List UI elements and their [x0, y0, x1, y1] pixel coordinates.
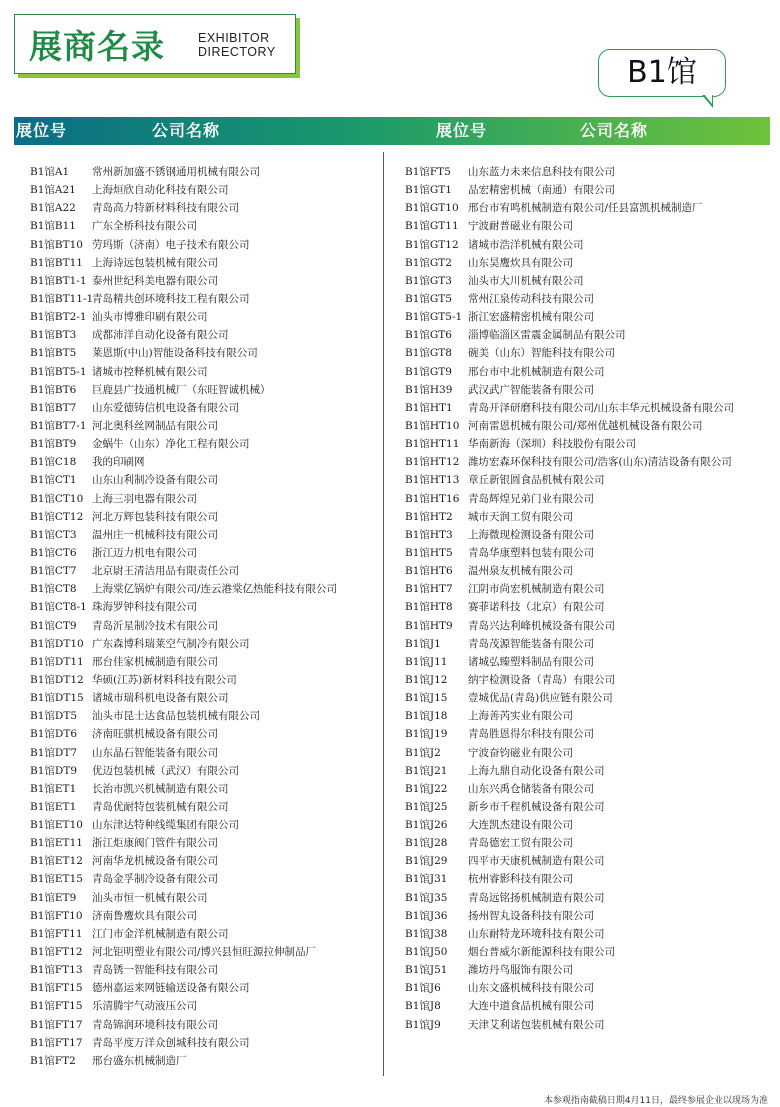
- booth-number: B1馆HT7: [405, 583, 453, 596]
- booth-number: B1馆J50: [405, 946, 448, 959]
- booth-number: B1馆FT12: [30, 946, 83, 959]
- booth-number: B1馆FT15: [30, 982, 83, 995]
- booth-number: B1馆CT6: [30, 546, 77, 559]
- company-name: 常州江泉传动科技有限公司: [468, 292, 594, 305]
- title-english: [198, 31, 276, 59]
- company-name: 河北奥科丝网制品有限公司: [92, 419, 218, 432]
- company-name: 山东晶石智能装备有限公司: [92, 746, 218, 759]
- booth-number: B1馆ET9: [30, 891, 77, 904]
- company-name: 浙江迈力机电有限公司: [92, 546, 197, 559]
- booth-number: B1馆J29: [405, 855, 448, 868]
- booth-number: B1馆ET1: [30, 782, 77, 795]
- booth-number: B1馆GT2: [405, 256, 452, 269]
- company-name: 山东山利制冷设备有限公司: [92, 474, 218, 487]
- booth-number: B1馆CT1: [30, 474, 77, 487]
- company-name: 山东文盛机械科技有限公司: [468, 982, 594, 995]
- header-company-right: 公司名称: [580, 121, 649, 140]
- booth-number: B1馆ET10: [30, 819, 83, 832]
- company-name: 邢台佳家机械制造有限公司: [92, 655, 218, 668]
- company-name: 江阴市尚宏机械制造有限公司: [468, 583, 605, 596]
- booth-number: B1馆GT9: [405, 365, 452, 378]
- booth-number: B1馆HT9: [405, 619, 453, 632]
- company-name: 上海善芮实业有限公司: [468, 710, 573, 723]
- booth-number: B1馆GT1: [405, 184, 452, 197]
- booth-number: B1馆BT2-1: [30, 311, 87, 324]
- company-name: 邢台盛东机械制造厂: [92, 1054, 187, 1067]
- booth-number: B1馆DT6: [30, 728, 77, 741]
- company-name: 武汉武广智能装备有限公司: [468, 383, 594, 396]
- company-name: 济南鲁鹰炊具有限公司: [92, 909, 197, 922]
- company-name: 广东全桥科技有限公司: [92, 220, 197, 233]
- company-name: 青岛锈一智能科技有限公司: [92, 964, 218, 977]
- speech-bubble-tail-inner: [704, 94, 712, 104]
- company-name: 赛菲诺科技（北京）有限公司: [468, 601, 605, 614]
- company-name: 壹城优品(青岛)供应链有限公司: [468, 692, 613, 705]
- company-name: 汕头市恒一机械有限公司: [92, 891, 208, 904]
- company-name: 莱恩斯(中山)智能设备科技有限公司: [92, 347, 258, 360]
- company-name: 章丘新银圆食品机械有限公司: [468, 474, 605, 487]
- booth-number: B1馆J18: [405, 710, 448, 723]
- booth-number: B1馆FT17: [30, 1018, 83, 1031]
- company-name: 温州泉友机械有限公司: [468, 565, 573, 578]
- company-name: 烟台普威尔新能源科技有限公司: [468, 946, 615, 959]
- booth-number: B1馆CT3: [30, 528, 77, 541]
- booth-number: B1馆BT3: [30, 329, 77, 342]
- booth-number: B1馆CT10: [30, 492, 84, 505]
- booth-number: B1馆GT5-1: [405, 311, 463, 324]
- company-name: 河南华龙机械设备有限公司: [92, 855, 218, 868]
- booth-number: B1馆J25: [405, 800, 448, 813]
- booth-number: B1馆J15: [405, 692, 448, 705]
- booth-number: B1馆HT12: [405, 456, 460, 469]
- company-name: 诸城弘臻塑料制品有限公司: [468, 655, 594, 668]
- booth-number: B1馆B11: [30, 220, 76, 233]
- booth-number: B1馆FT10: [30, 909, 83, 922]
- company-name: 纳宇检测设备（青岛）有限公司: [468, 673, 615, 686]
- booth-number: B1馆HT8: [405, 601, 453, 614]
- booth-number: B1馆J6: [405, 982, 441, 995]
- company-name: 品宏精密机械（南通）有限公司: [468, 184, 615, 197]
- company-name: 上海棠亿锅炉有限公司/连云港棠亿热能科技有限公司: [92, 583, 338, 596]
- booth-number: B1馆CT8-1: [30, 601, 87, 614]
- directory-title-box: [14, 14, 296, 74]
- booth-number: B1馆ET15: [30, 873, 83, 886]
- booth-number: B1馆CT7: [30, 565, 77, 578]
- hall-label: B1馆: [627, 55, 697, 90]
- booth-number: B1馆H39: [405, 383, 453, 396]
- booth-number: B1馆DT12: [30, 673, 84, 686]
- booth-number: B1馆ET11: [30, 837, 83, 850]
- booth-number: B1馆J11: [405, 655, 448, 668]
- booth-number: B1馆J9: [405, 1018, 441, 1031]
- company-name: 汕头市大川机械有限公司: [468, 274, 584, 287]
- booth-number: B1馆BT10: [30, 238, 83, 251]
- company-name: 青岛精共创环境科技工程有限公司: [92, 292, 250, 305]
- company-name: 青岛开泽研磨科技有限公司/山东丰华元机械设备有限公司: [468, 401, 735, 414]
- header-booth-left: 展位号: [16, 121, 68, 140]
- column-divider: [383, 152, 384, 1076]
- booth-number: B1馆C18: [30, 456, 77, 469]
- company-name: 汕头市昆士达食品包装机械有限公司: [92, 710, 260, 723]
- company-name: 乐清腾宇气动液压公司: [92, 1000, 197, 1013]
- booth-number: B1馆GT3: [405, 274, 452, 287]
- title-english-line2: DIRECTORY: [198, 45, 276, 59]
- booth-number: B1馆J19: [405, 728, 448, 741]
- company-name: 温州庄一机械科技有限公司: [92, 528, 218, 541]
- booth-number: B1馆BT7-1: [30, 419, 87, 432]
- booth-number: B1馆HT5: [405, 546, 453, 559]
- company-name: 浙江宏盛精密机械有限公司: [468, 311, 594, 324]
- company-name: 上海九鼎自动化设备有限公司: [468, 764, 605, 777]
- booth-number: B1馆GT11: [405, 220, 459, 233]
- company-name: 广东森博科瑞莱空气制冷有限公司: [92, 637, 250, 650]
- booth-number: B1馆CT8: [30, 583, 77, 596]
- header-company-left: 公司名称: [152, 121, 221, 140]
- company-name: 上海诗远包装机械有限公司: [92, 256, 218, 269]
- company-name: 上海微现检测设备有限公司: [468, 528, 594, 541]
- company-name: 山东蓝力未来信息科技有限公司: [468, 166, 615, 178]
- booth-number: B1馆HT10: [405, 419, 460, 432]
- booth-number: B1馆DT7: [30, 746, 77, 759]
- booth-number: B1馆BT11-1: [30, 292, 94, 305]
- company-name: 常州新加盛不锈钢通用机械有限公司: [92, 166, 260, 178]
- booth-number: B1馆BT5: [30, 347, 77, 360]
- company-name: 碗美（山东）智能科技有限公司: [468, 347, 615, 360]
- company-name: 珠海罗钟科技有限公司: [92, 601, 197, 614]
- booth-number: B1馆J38: [405, 927, 448, 940]
- company-name: 宁波耐普磁业有限公司: [468, 220, 573, 233]
- company-name: 青岛德宏工贸有限公司: [468, 837, 573, 850]
- company-name: 金蜗牛（山东）净化工程有限公司: [92, 438, 250, 451]
- company-name: 山东昊鹰炊具有限公司: [468, 256, 573, 269]
- booth-number: B1馆A1: [30, 166, 70, 178]
- booth-number: B1馆J12: [405, 673, 448, 686]
- company-name: 浙江炬康阀门管件有限公司: [92, 837, 218, 850]
- booth-number: B1馆J8: [405, 1000, 441, 1013]
- company-name: 上海烜欣自动化科技有限公司: [92, 184, 229, 197]
- company-name: 四平市天康机械制造有限公司: [468, 855, 605, 868]
- booth-number: B1馆GT6: [405, 329, 452, 342]
- company-name: 青岛优耐特包装机械有限公司: [92, 800, 229, 813]
- company-name: 青岛沂星制冷技术有限公司: [92, 619, 218, 632]
- booth-number: B1馆J1: [405, 637, 441, 650]
- company-name: 潍坊宏森环保科技有限公司/浩客(山东)清洁设备有限公司: [468, 456, 732, 469]
- booth-number: B1馆J28: [405, 837, 448, 850]
- booth-number: B1馆HT6: [405, 565, 453, 578]
- company-name: 邢台市中北机械制造有限公司: [468, 365, 605, 378]
- booth-number: B1馆GT8: [405, 347, 452, 360]
- company-name: 大连中道食品机械有限公司: [468, 1000, 594, 1013]
- booth-number: B1馆J2: [405, 746, 441, 759]
- booth-number: B1馆FT11: [30, 927, 83, 940]
- company-name: 青岛金孚制冷设备有限公司: [92, 873, 218, 886]
- booth-number: B1馆FT2: [30, 1054, 76, 1067]
- company-name: 汕头市博雅印刷有限公司: [92, 311, 208, 324]
- company-name: 我的印刷网: [92, 456, 145, 469]
- booth-number: B1馆HT2: [405, 510, 453, 523]
- company-name: 山东兴禹仓储装备有限公司: [468, 782, 594, 795]
- booth-number: B1馆HT16: [405, 492, 460, 505]
- booth-number: B1馆J22: [405, 782, 448, 795]
- company-name: 河北万辉包装科技有限公司: [92, 510, 218, 523]
- company-name: 宁波奋钧磁业有限公司: [468, 746, 573, 759]
- company-name: 北京尉王清洁用品有限责任公司: [92, 565, 239, 578]
- company-name: 潍坊丹鸟服饰有限公司: [468, 964, 573, 977]
- hall-badge: [598, 49, 726, 97]
- table-header-bar: [14, 117, 770, 145]
- booth-number: B1馆GT12: [405, 238, 459, 251]
- booth-number: B1馆BT5-1: [30, 365, 87, 378]
- company-name: 长治市凯兴机械制造有限公司: [92, 782, 229, 795]
- booth-number: B1馆FT13: [30, 964, 83, 977]
- company-name: 青岛胜恩得尔科技有限公司: [468, 728, 594, 741]
- company-name: 江门市金洋机械制造有限公司: [92, 927, 229, 940]
- booth-number: B1馆HT11: [405, 438, 460, 451]
- booth-number: B1馆J35: [405, 891, 448, 904]
- company-name: 劳玛斯（济南）电子技术有限公司: [92, 238, 250, 251]
- company-name: 青岛茂源智能装备有限公司: [468, 637, 594, 650]
- company-name: 城市天润工贸有限公司: [468, 510, 573, 523]
- booth-number: B1馆HT3: [405, 528, 453, 541]
- title-english-line1: EXHIBITOR: [198, 31, 270, 45]
- company-name: 青岛平度万洋众创城科技有限公司: [92, 1036, 250, 1049]
- company-name: 青岛高力特新材料科技有限公司: [92, 202, 239, 215]
- booth-number: B1馆J31: [405, 873, 448, 886]
- booth-number: B1馆BT9: [30, 438, 77, 451]
- booth-number: B1馆GT10: [405, 202, 459, 215]
- booth-number: B1馆BT6: [30, 383, 77, 396]
- booth-number: B1馆HT1: [405, 401, 453, 414]
- company-name: 青岛兴达利峰机械设备有限公司: [468, 619, 615, 632]
- company-name: 青岛锦润环境科技有限公司: [92, 1018, 218, 1031]
- booth-number: B1馆DT10: [30, 637, 84, 650]
- company-name: 河北钜明塑业有限公司/博兴县恒旺源拉伸制品厂: [92, 946, 317, 959]
- company-name: 优迈包装机械（武汉）有限公司: [92, 764, 239, 777]
- title-chinese: 展商名录: [29, 27, 165, 66]
- company-name: 德州嘉运来网链输送设备有限公司: [92, 982, 250, 995]
- company-name: 华南新海（深圳）科技股份有限公司: [468, 438, 636, 451]
- booth-number: B1馆DT9: [30, 764, 77, 777]
- company-name: 济南旺骐机械设备有限公司: [92, 728, 218, 741]
- booth-number: B1馆J26: [405, 819, 448, 832]
- booth-number: B1馆CT12: [30, 510, 84, 523]
- company-name: 诸城市瑞科机电设备有限公司: [92, 692, 229, 705]
- company-name: 淄博临淄区雷震金属制品有限公司: [468, 329, 626, 342]
- booth-number: B1馆CT9: [30, 619, 77, 632]
- booth-number: B1馆HT13: [405, 474, 460, 487]
- company-name: 诸城市浩洋机械有限公司: [468, 238, 584, 251]
- booth-number: B1馆FT15: [30, 1000, 83, 1013]
- booth-number: B1馆ET12: [30, 855, 83, 868]
- company-name: 青岛远铭扬机械制造有限公司: [468, 891, 605, 904]
- company-name: 青岛辉煌兄弟门业有限公司: [468, 492, 594, 505]
- booth-number: B1馆FT17: [30, 1036, 83, 1049]
- booth-number: B1馆DT15: [30, 692, 84, 705]
- company-name: 成都沛洋自动化设备有限公司: [92, 329, 229, 342]
- company-name: 泰州世纪科美电器有限公司: [92, 274, 218, 287]
- booth-number: B1馆DT5: [30, 710, 77, 723]
- header-booth-right: 展位号: [436, 121, 488, 140]
- company-name: 河南雷恩机械有限公司/郑州优越机械设备有限公司: [468, 419, 703, 432]
- company-name: 扬州智丸设备科技有限公司: [468, 909, 594, 922]
- footnote: 本参观指南截稿日期4月11日，最终参展企业以现场为准: [543, 1096, 768, 1106]
- booth-number: B1馆J51: [405, 964, 448, 977]
- company-name: 新乡市千程机械设备有限公司: [468, 800, 605, 813]
- company-name: 华硕(江苏)新材料科技有限公司: [92, 673, 237, 686]
- company-name: 邢台市宥鸣机械制造有限公司/任县富凯机械制造厂: [468, 202, 703, 215]
- booth-number: B1馆J36: [405, 909, 448, 922]
- company-name: 山东津达特种线缆集团有限公司: [92, 819, 239, 832]
- booth-number: B1馆A21: [30, 184, 76, 197]
- booth-number: B1馆BT11: [30, 256, 83, 269]
- booth-number: B1馆DT11: [30, 655, 84, 668]
- booth-number: B1馆BT7: [30, 401, 77, 414]
- company-name: 大连凯杰建设有限公司: [468, 819, 573, 832]
- company-name: 天津艾利诺包装机械有限公司: [468, 1018, 605, 1031]
- booth-number: B1馆GT5: [405, 292, 452, 305]
- company-name: 山东爱德铸信机电设备有限公司: [92, 401, 239, 414]
- company-name: 上海三羽电器有限公司: [92, 492, 197, 505]
- company-name: 巨鹿县广技通机械厂（东旺智诚机械）: [92, 383, 271, 396]
- company-name: 诸城市控释机械有限公司: [92, 365, 208, 378]
- company-name: 山东耐特龙环境科技有限公司: [468, 927, 605, 940]
- company-name: 青岛华康塑料包装有限公司: [468, 546, 594, 559]
- booth-number: B1馆ET1: [30, 800, 77, 813]
- booth-number: B1馆A22: [30, 202, 76, 215]
- company-name: 杭州睿影科技有限公司: [468, 873, 573, 886]
- booth-number: B1馆FT5: [405, 166, 451, 178]
- booth-number: B1馆J21: [405, 764, 448, 777]
- booth-number: B1馆BT1-1: [30, 274, 87, 287]
